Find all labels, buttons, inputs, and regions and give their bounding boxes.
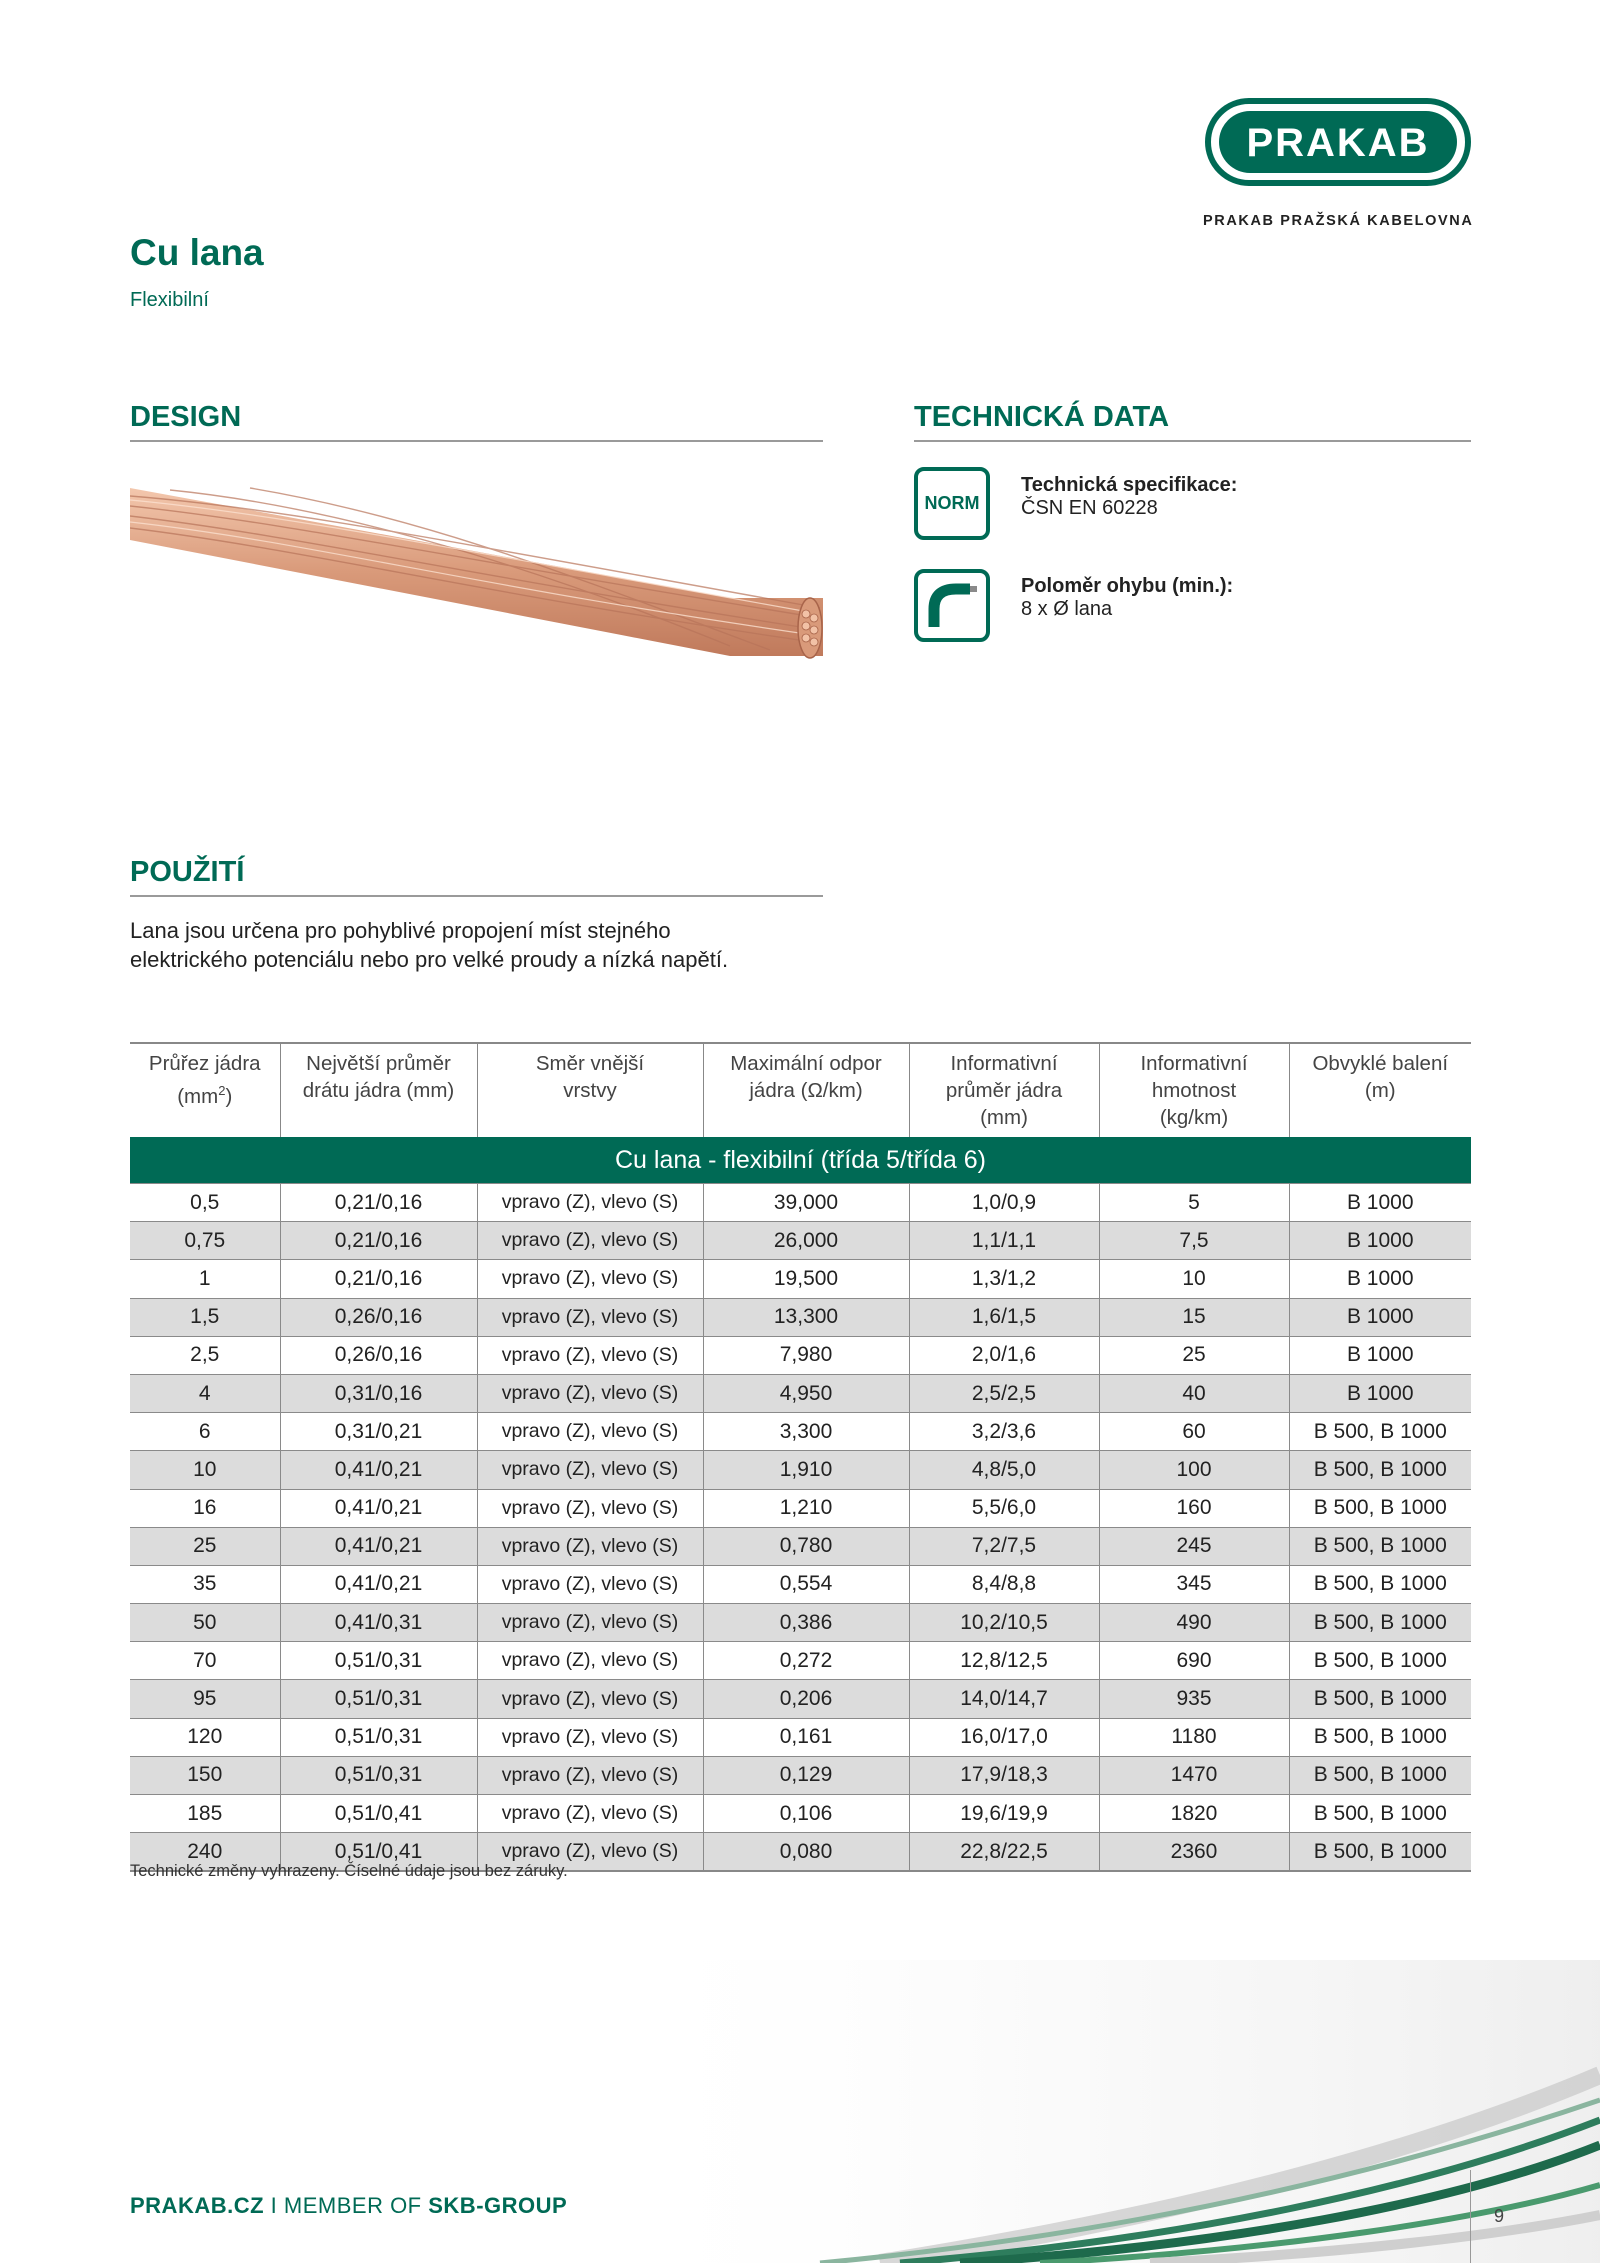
table-row	[130, 1184, 1471, 1222]
page-divider	[1470, 2170, 1471, 2263]
table-cell: B 1000	[1289, 1374, 1471, 1412]
table-cell: 39,000	[703, 1184, 909, 1222]
col-header-lay-direction: Směr vnější vrstvy	[477, 1043, 703, 1137]
norm-icon: NORM	[914, 467, 990, 540]
table-cell: vpravo (Z), vlevo (S)	[477, 1222, 703, 1260]
table-row	[130, 1718, 1471, 1756]
table-cell: 60	[1099, 1413, 1289, 1451]
table-cell: B 500, B 1000	[1289, 1833, 1471, 1872]
table-cell: 1,6/1,5	[909, 1298, 1099, 1336]
table-cell: 4,8/5,0	[909, 1451, 1099, 1489]
table-cell: 0,31/0,21	[280, 1413, 477, 1451]
table-cell: 0,206	[703, 1680, 909, 1718]
table-cell: 0,75	[130, 1222, 280, 1260]
table-cell: vpravo (Z), vlevo (S)	[477, 1718, 703, 1756]
table-cell: 0,161	[703, 1718, 909, 1756]
table-cell: 0,51/0,31	[280, 1680, 477, 1718]
table-row	[130, 1604, 1471, 1642]
table-cell: B 500, B 1000	[1289, 1489, 1471, 1527]
table-cell: 120	[130, 1718, 280, 1756]
table-row	[130, 1756, 1471, 1794]
usage-text	[130, 916, 850, 974]
footer-group: SKB-GROUP	[428, 2193, 568, 2218]
table-cell: 2,5/2,5	[909, 1374, 1099, 1412]
table-cell: B 500, B 1000	[1289, 1756, 1471, 1794]
spec-value-bend: 8 x Ø lana	[1021, 598, 1113, 620]
table-cell: vpravo (Z), vlevo (S)	[477, 1527, 703, 1565]
table-cell: 5,5/6,0	[909, 1489, 1099, 1527]
table-cell: 1180	[1099, 1718, 1289, 1756]
table-cell: vpravo (Z), vlevo (S)	[477, 1642, 703, 1680]
table-cell: vpravo (Z), vlevo (S)	[477, 1260, 703, 1298]
design-heading: DESIGN	[130, 401, 823, 442]
table-row	[130, 1565, 1471, 1603]
table-row	[130, 1680, 1471, 1718]
table-cell: 0,41/0,21	[280, 1565, 477, 1603]
table-cell: 40	[1099, 1374, 1289, 1412]
table-cell: 240	[130, 1833, 280, 1872]
table-row	[130, 1298, 1471, 1336]
table-cell: 1820	[1099, 1795, 1289, 1833]
table-cell: B 500, B 1000	[1289, 1527, 1471, 1565]
table-cell: 345	[1099, 1565, 1289, 1603]
table-cell: 19,6/19,9	[909, 1795, 1099, 1833]
table-cell: B 1000	[1289, 1298, 1471, 1336]
table-cell: 0,51/0,41	[280, 1795, 477, 1833]
table-cell: 185	[130, 1795, 280, 1833]
table-cell: 4,950	[703, 1374, 909, 1412]
col-header-max-resistance: Maximální odpor jádra (Ω/km)	[703, 1043, 909, 1137]
table-cell: 5	[1099, 1184, 1289, 1222]
prakab-logo	[1205, 98, 1471, 186]
table-cell: 0,21/0,16	[280, 1260, 477, 1298]
table-row	[130, 1260, 1471, 1298]
table-cell: vpravo (Z), vlevo (S)	[477, 1298, 703, 1336]
table-cell: 2,5	[130, 1336, 280, 1374]
table-cell: vpravo (Z), vlevo (S)	[477, 1184, 703, 1222]
col-header-cross-section: Průřez jádra $(mm^2)$	[130, 1043, 280, 1137]
table-cell: 160	[1099, 1489, 1289, 1527]
table-cell: B 500, B 1000	[1289, 1680, 1471, 1718]
spec-label-norm: Technická specifikace:	[1021, 474, 1238, 496]
table-band-row	[130, 1137, 1471, 1184]
table-cell: 25	[1099, 1336, 1289, 1374]
table-cell: 490	[1099, 1604, 1289, 1642]
table-cell: B 500, B 1000	[1289, 1642, 1471, 1680]
table-cell: B 500, B 1000	[1289, 1413, 1471, 1451]
table-cell: 0,51/0,41	[280, 1833, 477, 1872]
table-cell: 17,9/18,3	[909, 1756, 1099, 1794]
table-cell: 7,980	[703, 1336, 909, 1374]
table-cell: 3,300	[703, 1413, 909, 1451]
bend-radius-icon	[914, 569, 990, 642]
svg-text:PRAKAB: PRAKAB	[1246, 121, 1430, 165]
table-cell: 14,0/14,7	[909, 1680, 1099, 1718]
table-cell: 16	[130, 1489, 280, 1527]
table-cell: 12,8/12,5	[909, 1642, 1099, 1680]
table-cell: 0,51/0,31	[280, 1642, 477, 1680]
table-cell: 0,106	[703, 1795, 909, 1833]
table-cell: vpravo (Z), vlevo (S)	[477, 1413, 703, 1451]
company-name: PRAKAB PRAŽSKÁ KABELOVNA	[1203, 213, 1474, 229]
table-row	[130, 1527, 1471, 1565]
page-number: 9	[1494, 2206, 1505, 2226]
technical-data-heading: TECHNICKÁ DATA	[914, 401, 1471, 442]
table-cell: 0,272	[703, 1642, 909, 1680]
table-cell: 13,300	[703, 1298, 909, 1336]
table-cell: 70	[130, 1642, 280, 1680]
table-cell: 0,31/0,16	[280, 1374, 477, 1412]
table-cell: B 500, B 1000	[1289, 1795, 1471, 1833]
table-row	[130, 1489, 1471, 1527]
table-cell: 0,51/0,31	[280, 1756, 477, 1794]
spec-table	[130, 1042, 1471, 1872]
table-cell: B 1000	[1289, 1184, 1471, 1222]
col-header-weight: Informativní hmotnost (kg/km)	[1099, 1043, 1289, 1137]
table-cell: 0,129	[703, 1756, 909, 1794]
table-cell: 1470	[1099, 1756, 1289, 1794]
table-cell: B 1000	[1289, 1336, 1471, 1374]
table-cell: vpravo (Z), vlevo (S)	[477, 1680, 703, 1718]
table-cell: 0,51/0,31	[280, 1718, 477, 1756]
page-subtitle: Flexibilní	[130, 289, 209, 311]
col-header-core-diameter: Informativní průměr jádra (mm)	[909, 1043, 1099, 1137]
table-cell: vpravo (Z), vlevo (S)	[477, 1604, 703, 1642]
usage-heading: POUŽITÍ	[130, 856, 823, 897]
table-cell: B 500, B 1000	[1289, 1451, 1471, 1489]
table-cell: vpravo (Z), vlevo (S)	[477, 1795, 703, 1833]
table-cell: B 1000	[1289, 1222, 1471, 1260]
table-cell: 1,5	[130, 1298, 280, 1336]
table-row	[130, 1451, 1471, 1489]
table-cell: 0,26/0,16	[280, 1336, 477, 1374]
table-cell: 7,2/7,5	[909, 1527, 1099, 1565]
table-cell: vpravo (Z), vlevo (S)	[477, 1565, 703, 1603]
table-cell: B 500, B 1000	[1289, 1565, 1471, 1603]
table-row	[130, 1336, 1471, 1374]
table-header-row	[130, 1043, 1471, 1137]
table-cell: vpravo (Z), vlevo (S)	[477, 1374, 703, 1412]
table-cell: 0,21/0,16	[280, 1184, 477, 1222]
table-cell: 16,0/17,0	[909, 1718, 1099, 1756]
table-cell: 6	[130, 1413, 280, 1451]
spec-value-norm: ČSN EN 60228	[1021, 497, 1158, 519]
table-cell: 150	[130, 1756, 280, 1794]
table-cell: 0,41/0,21	[280, 1489, 477, 1527]
table-cell: 1	[130, 1260, 280, 1298]
table-cell: 0,41/0,31	[280, 1604, 477, 1642]
table-row	[130, 1413, 1471, 1451]
table-cell: 0,780	[703, 1527, 909, 1565]
table-cell: vpravo (Z), vlevo (S)	[477, 1336, 703, 1374]
table-cell: 15	[1099, 1298, 1289, 1336]
table-cell: 0,21/0,16	[280, 1222, 477, 1260]
table-cell: 8,4/8,8	[909, 1565, 1099, 1603]
table-cell: 0,386	[703, 1604, 909, 1642]
table-cell: 95	[130, 1680, 280, 1718]
spec-label-bend: Poloměr ohybu (min.):	[1021, 575, 1234, 597]
table-cell: 245	[1099, 1527, 1289, 1565]
table-cell: 25	[130, 1527, 280, 1565]
table-cell: 2360	[1099, 1833, 1289, 1872]
table-cell: 2,0/1,6	[909, 1336, 1099, 1374]
table-cell: 0,41/0,21	[280, 1451, 477, 1489]
table-cell: 3,2/3,6	[909, 1413, 1099, 1451]
table-row	[130, 1642, 1471, 1680]
table-row	[130, 1222, 1471, 1260]
table-cell: 50	[130, 1604, 280, 1642]
table-row	[130, 1374, 1471, 1412]
table-cell: B 500, B 1000	[1289, 1718, 1471, 1756]
table-cell: 100	[1099, 1451, 1289, 1489]
table-cell: 26,000	[703, 1222, 909, 1260]
usage-line: elektrického potenciálu nebo pro velké proudy a nízká napětí.	[130, 947, 729, 972]
table-cell: 10,2/10,5	[909, 1604, 1099, 1642]
table-cell: 1,3/1,2	[909, 1260, 1099, 1298]
table-cell: vpravo (Z), vlevo (S)	[477, 1833, 703, 1872]
col-header-packaging: Obvyklé balení (m)	[1289, 1043, 1471, 1137]
footer-brand	[130, 2193, 567, 2219]
table-cell: 19,500	[703, 1260, 909, 1298]
table-cell: 1,910	[703, 1451, 909, 1489]
table-cell: 0,080	[703, 1833, 909, 1872]
table-cell: 4	[130, 1374, 280, 1412]
page-title: Cu lana	[130, 232, 264, 273]
table-cell: B 1000	[1289, 1260, 1471, 1298]
table-cell: 690	[1099, 1642, 1289, 1680]
table-cell: 1,1/1,1	[909, 1222, 1099, 1260]
table-cell: 1,0/0,9	[909, 1184, 1099, 1222]
table-band-title: Cu lana - flexibilní (třída 5/třída 6)	[130, 1137, 1471, 1184]
table-cell: 7,5	[1099, 1222, 1289, 1260]
table-cell: vpravo (Z), vlevo (S)	[477, 1489, 703, 1527]
table-cell: vpravo (Z), vlevo (S)	[477, 1451, 703, 1489]
table-cell: 1,210	[703, 1489, 909, 1527]
table-cell: 10	[130, 1451, 280, 1489]
copper-strand-image	[130, 478, 823, 706]
table-cell: 0,554	[703, 1565, 909, 1603]
usage-line: Lana jsou určena pro pohyblivé propojení míst stejného	[130, 918, 671, 943]
table-cell: 0,26/0,16	[280, 1298, 477, 1336]
table-row	[130, 1795, 1471, 1833]
footer-site-link[interactable]: PRAKAB.CZ	[130, 2193, 265, 2218]
col-header-wire-diameter: Největší průměr drátu jádra (mm)	[280, 1043, 477, 1137]
table-cell: B 500, B 1000	[1289, 1604, 1471, 1642]
table-cell: 935	[1099, 1680, 1289, 1718]
table-cell: 35	[130, 1565, 280, 1603]
table-cell: 0,41/0,21	[280, 1527, 477, 1565]
table-cell: vpravo (Z), vlevo (S)	[477, 1756, 703, 1794]
table-cell: 10	[1099, 1260, 1289, 1298]
disclaimer: Technické změny vyhrazeny. Číselné údaje jsou bez záruky.	[130, 1862, 568, 1880]
table-cell: 0,5	[130, 1184, 280, 1222]
footer-separator: I MEMBER OF	[264, 2193, 429, 2218]
table-cell: 22,8/22,5	[909, 1833, 1099, 1872]
